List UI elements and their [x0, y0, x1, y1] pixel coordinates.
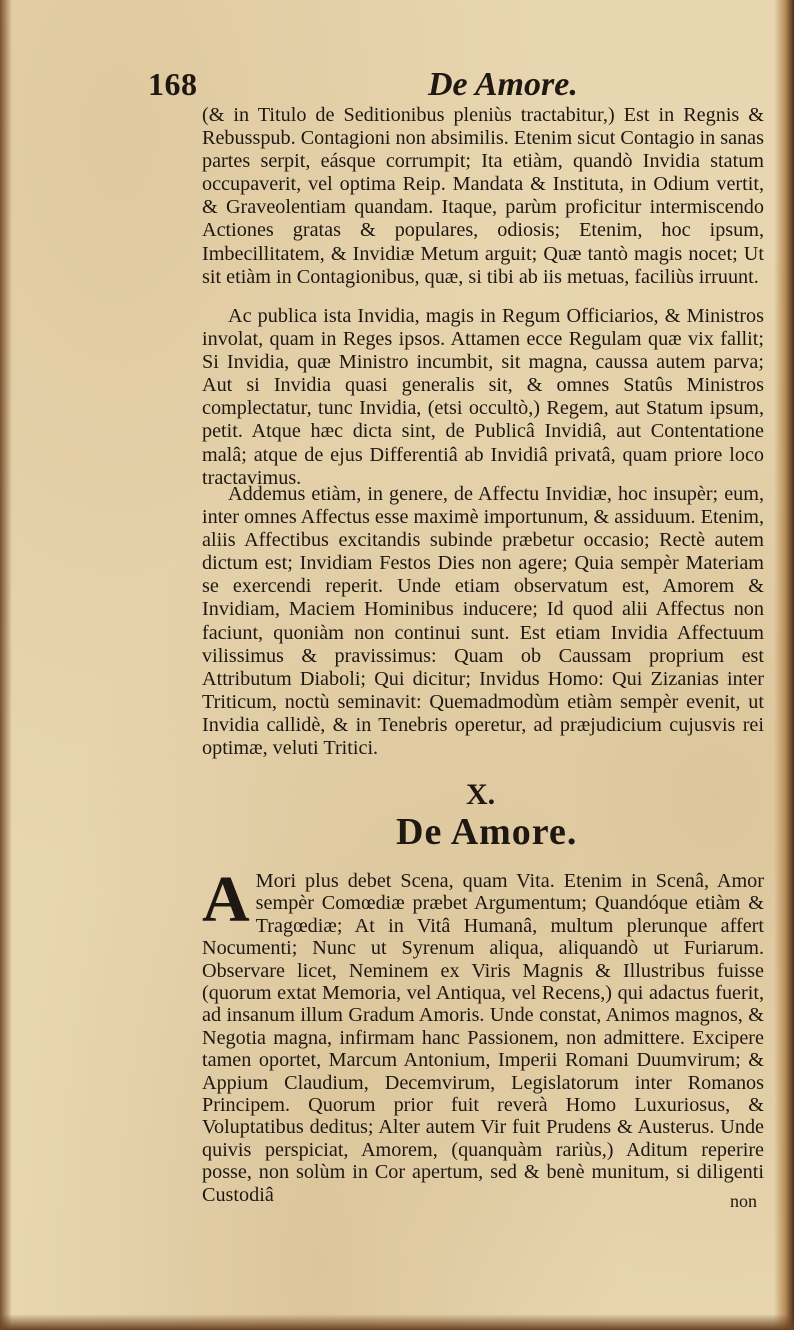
page-header: [148, 66, 598, 108]
paragraph-de-amore: [202, 863, 764, 1206]
section-title: De Amore.: [396, 811, 578, 853]
paragraph-publica-invidia: Ac publica ista Invidia, magis in Regum Officiarios, & Ministros involat, quam in Reges ipsos. Attamen ecce Regulam quæ vix fallit; Si Invidia, quæ Ministro incumbit, sit magna, caussa autem parva; Aut si Invidia quasi generalis sit, & omnes Statûs Ministros complectatur, tunc Invidia, (etsi occultò,) Regem, aut Statum ipsum, petit. Atque hæc dicta sint, de Publicâ Invidiâ, aut Contentatione malâ; atque de ejus Differentiâ ab Invidiâ privatâ, quam priore loco tractavimus.: [202, 305, 764, 489]
paragraph-de-amore-text: Mori plus debet Scena, quam Vita. Etenim in Scenâ, Amor sempèr Comœdiæ præbet Argumentum; Quandóque etiàm & Tragœdiæ; At in Vitâ Humanâ, multum plerunque affert Nocumenti; Nunc ut Syrenum aliqua, aliquandò ut Furiarum. Observare licet, Neminem ex Viris Magnis & Illustribus fuisse (quorum extat Memoria, vel Antiqua, vel Recens,) qui adactus fuerit, ad insanum illum Gradum Amoris. Unde constat, Animos magnos, & Negotia magna, infirmam hanc Passionem, non admittere. Excipere tamen oportet, Marcum Antonium, Imperii Romani Duumvirum; & Appium Claudium, Decemvirum, Legislatorum inter Romanos Principem. Quorum prior fuit reverà Homo Luxuriosus, & Voluptatibus deditus; Alter autem Vir fuit Prudens & Austerus. Unde quivis perspiciat, Amorem, (quanquàm rariùs,) Aditum reperire posse, non solùm in Cor apertum, sed & benè munitum, si diligenti Custodiâ: [202, 870, 764, 1206]
running-head: De Amore.: [428, 66, 578, 103]
paragraph-affectus-invidiae: Addemus etiàm, in genere, de Affectu Invidiæ, hoc insupèr; eum, inter omnes Affectus esse maximè importunum, & assiduum. Etenim, aliis Affectibus excitandis subinde præbetur occasio; Rectè autem dictum est; Invidiam Festos Dies non agere; Quia sempèr Materiam se exercendi reperit. Unde etiam observatum est, Amorem & Invidiam, Maciem Hominibus inducere; Id quod alii Affectus non faciunt, quoniàm non continui sunt. Est etiam Invidia Affectuum vilissimus & pravissimus: Quam ob Caussam proprium est Attributum Diaboli; Qui dicitur; Invidus Homo: Qui Zizanias inter Triticum, noctù seminavit: Quemadmodùm etiàm sempèr evenit, ut Invidia callidè, & in Tenebris operetur, ad præjudicium cujusvis rei optimæ, veluti Tritici.: [202, 483, 764, 760]
section-number: X.: [466, 778, 496, 811]
paragraph-invidia-contagion: (& in Titulo de Seditionibus pleniùs tractabitur,) Est in Regnis & Rebusspub. Contagioni non absimilis. Etenim sicut Contagio in sanas partes serpit, eásque corrumpit; Ita etiàm, quandò Invidia statum occupaverit, vel optima Reip. Mandata & Instituta, in Odium vertit, & Graveolentiam quandam. Itaque, parùm proficitur intermiscendo Actiones gratas & populares, odiosis; Etenim, hoc ipsum, Imbecillitatem, & Invidiæ Metum arguit; Quæ tantò magis nocet; Ut sit etiàm in Contagionibus, quæ, si tibi ab iis metuas, faciliùs irruunt.: [202, 104, 764, 288]
drop-cap: A: [202, 863, 250, 936]
page-number: 168: [148, 66, 198, 102]
catchword: non: [730, 1191, 757, 1211]
